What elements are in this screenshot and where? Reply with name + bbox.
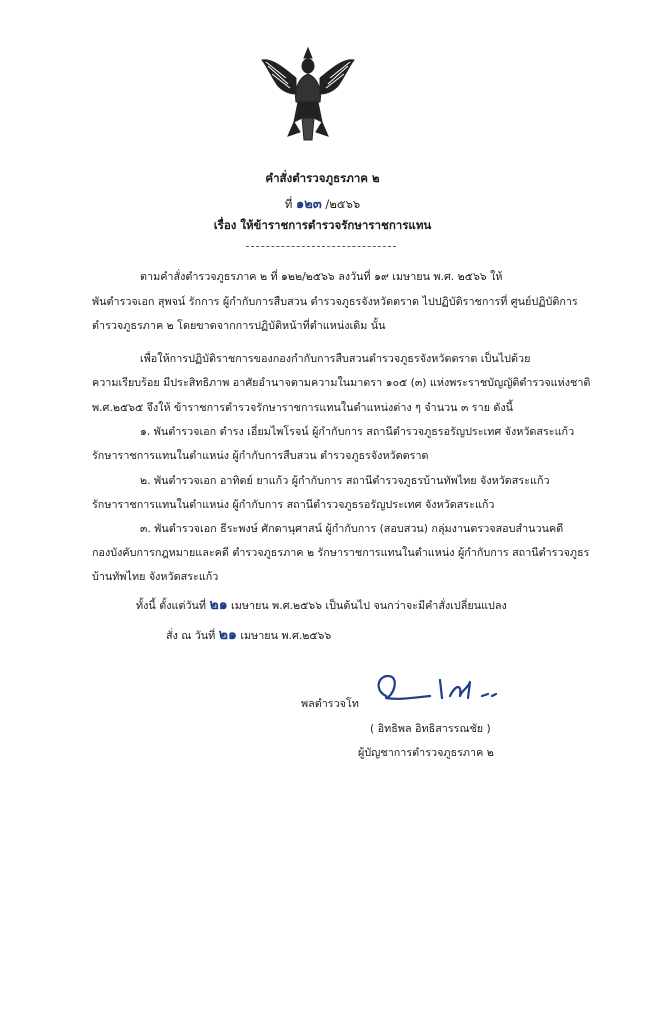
signer-name: ( อิทธิพล อิทธิสารรณชัย )	[370, 722, 491, 735]
order-number	[0, 193, 645, 214]
paragraph-2-line-1: เพื่อให้การปฏิบัติราชการของกองกำกับการสืบสวนตำรวจภูธรจังหวัดตราด เป็นไปด้วย	[140, 352, 531, 365]
handwritten-order-day: ๒๑	[218, 627, 237, 643]
order-subject: เรื่อง ให้ข้าราชการตำรวจรักษาราชการแทน	[213, 218, 432, 232]
paragraph-1-line-1: ตามคำสั่งตำรวจภูธรภาค ๒ ที่ ๑๒๒/๒๕๖๖ ลงวันที่ ๑๙ เมษายน พ.ศ. ๒๕๖๖ ให้	[140, 270, 503, 283]
order-date-line	[166, 628, 331, 643]
paragraph-1-line-3: ตำรวจภูธรภาค ๒ โดยขาดจากการปฏิบัติหน้าที่ตำแหน่งเดิม นั้น	[92, 319, 386, 332]
number-prefix: ที่	[284, 197, 293, 211]
order-date-suffix: เมษายน พ.ศ.๒๕๖๖	[240, 629, 332, 642]
handwritten-effective-day: ๒๑	[209, 597, 228, 613]
effective-date-prefix: ทั้งนี้ ตั้งแต่วันที่	[136, 599, 207, 612]
paragraph-2-line-2: ความเรียบร้อย มีประสิทธิภาพ อาศัยอำนาจตามความในมาตรา ๑๐๕ (๓) แห่งพระราชบัญญัติตำรวจแห่งชาติ	[92, 376, 591, 389]
effective-date-line	[136, 598, 507, 613]
signer-rank: พลตำรวจโท	[301, 697, 359, 710]
item-3-line-2: กองบังคับการกฎหมายและคดี ตำรวจภูธรภาค ๒ รักษาราชการแทนในตำแหน่ง ผู้กำกับการ สถานีตำรวจภูธร	[92, 546, 590, 559]
number-year: /๒๕๖๖	[325, 197, 361, 211]
order-title: คำสั่งตำรวจภูธรภาค ๒	[265, 171, 380, 185]
item-2-line-2: รักษาราชการแทนในตำแหน่ง ผู้กำกับการ สถานีตำรวจภูธรอรัญประเทศ จังหวัดสระแก้ว	[92, 498, 495, 511]
paragraph-1-line-2: พันตำรวจเอก สุพจน์ รักการ ผู้กำกับการสืบสวน ตำรวจภูธรจังหวัดตราด ไปปฏิบัติราชการที่ ศูนย์ปฏิบัติการ	[92, 295, 578, 308]
order-date-prefix: สั่ง ณ วันที่	[166, 629, 216, 642]
item-3-line-3: บ้านทัพไทย จังหวัดสระแก้ว	[92, 570, 219, 583]
divider	[246, 246, 396, 247]
effective-date-suffix: เมษายน พ.ศ.๒๕๖๖ เป็นต้นไป จนกว่าจะมีคำสั่งเปลี่ยนแปลง	[231, 599, 507, 612]
garuda-emblem-icon	[258, 44, 358, 144]
handwritten-signature-icon	[372, 670, 512, 710]
item-2-line-1: ๒. พันตำรวจเอก อาทิตย์ ยาแก้ว ผู้กำกับการ สถานีตำรวจภูธรบ้านทัพไทย จังหวัดสระแก้ว	[140, 474, 550, 487]
paragraph-2-line-3: พ.ศ.๒๕๖๕ จึงให้ ข้าราชการตำรวจรักษาราชการแทนในตำแหน่งต่าง ๆ จำนวน ๓ ราย ดังนี้	[92, 401, 514, 414]
signer-position: ผู้บัญชาการตำรวจภูธรภาค ๒	[358, 746, 494, 759]
item-1-line-1: ๑. พันตำรวจเอก ดำรง เอี่ยมไพโรจน์ ผู้กำกับการ สถานีตำรวจภูธรอรัญประเทศ จังหวัดสระแก้ว	[140, 425, 575, 438]
item-1-line-2: รักษาราชการแทนในตำแหน่ง ผู้กำกับการสืบสวน ตำรวจภูธรจังหวัดตราด	[92, 449, 429, 462]
item-3-line-1: ๓. พันตำรวจเอก ธีระพงษ์ ศักดานุศาสน์ ผู้กำกับการ (สอบสวน) กลุ่มงานตรวจสอบสำนวนคดี	[140, 522, 564, 535]
handwritten-number: ๑๒๓	[296, 197, 322, 212]
